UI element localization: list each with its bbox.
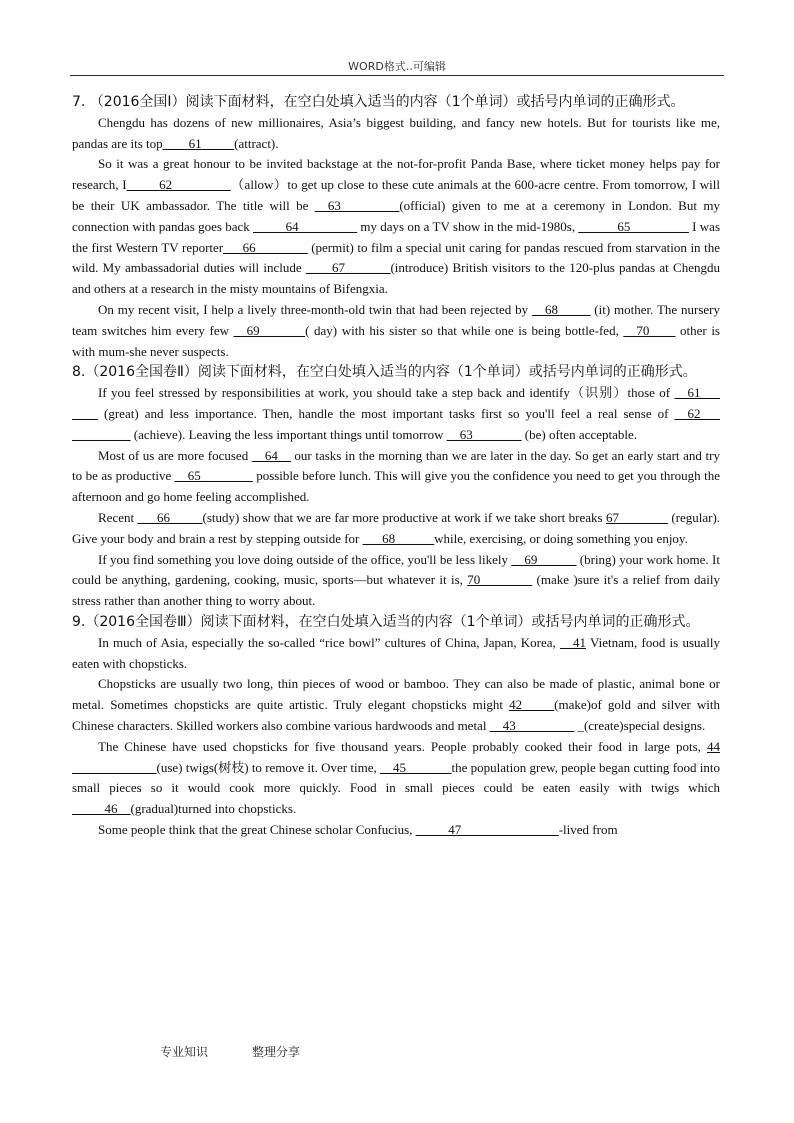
answer-blank: __69______ [511,551,577,567]
answer-blank: __68_____ [531,301,591,317]
answer-blank: __43_________ [489,717,575,733]
footer-left-text: 专业知识 [160,1045,209,1059]
answer-blank: _____46__ [72,801,131,817]
text-run: our tasks in the morning than we are later in the day. So get an early start and try to be as productive [72,447,720,484]
answer-blank: __62___ _________ [72,405,720,442]
text-run: （allow）to get up close to these cute animals at the 600-acre centre. From tomorrow, I will be their UK ambassador. The title will be [72,177,720,213]
text-run: (official) given to me at a ceremony in London. But my connection with pandas goes back [72,197,720,234]
text-run: On my recent visit, I help a lively three-month-old twin that had been rejected by [98,301,532,317]
answer-blank: __63___ ____ [446,426,522,442]
text-run: Vietnam, food is usually eaten with chopsticks. [72,634,720,671]
text-run: (make)of gold and silver with Chinese characters. Skilled workers also combine various hardwoods and metal [72,697,721,733]
answer-blank: ___66_____ [137,509,203,525]
answer-blank: 67 _______ [605,509,668,525]
answer-blank: ___68______ [362,530,435,546]
q7-paragraph-1 [72,113,720,155]
text-run: _(create)special designs. [574,717,706,733]
text-run: Most of us are more focused [98,447,252,463]
text-run: Some people think that the great Chinese scholar Confucius, [98,821,416,837]
question-9-title: 9.（2016全国卷Ⅲ）阅读下面材料，在空白处填入适当的内容（1个单词）或括号内单词的正确形式。 [72,613,700,630]
q7-paragraph-2 [72,154,720,300]
answer-blank: ____61_____ [162,135,235,151]
q8-paragraph-4 [72,550,720,612]
text-run: Recent [98,509,138,525]
text-run: In much of Asia, especially the so-called “rice bowl” cultures of China, Japan, Korea, [98,634,561,650]
text-run: (bring) your work home. It could be anything, gardening, cooking, music, sports—but whatever it is, [72,551,720,588]
text-run: (regular). Give your body and brain a rest by stepping outside for [72,509,721,546]
answer-blank: 44 _____________ [72,738,720,775]
answer-blank: _____62_________ [126,177,231,193]
header-rule [70,75,724,76]
answer-blank: __63_________ [314,197,400,213]
answer-blank: 70________ [467,572,533,588]
q8-paragraph-2 [72,446,720,508]
text-run: Chopsticks are usually two long, thin pieces of wood or bamboo. They can also be made of plastic, animal bone or metal. Sometimes chopsticks are quite artistic. Truly elegant chopsticks might [72,676,720,713]
answer-blank: ____67_______ [305,260,391,276]
answer-blank: _____64_________ [253,218,358,234]
text-run: (attract). [234,135,279,151]
text-run: possible before lunch. This will give you the confidence you need to get you through the afternoon and go home feeling accomplished. [72,468,721,505]
text-run: The Chinese have used chopsticks for five thousand years. People probably cooked their food in large pots, [98,738,707,754]
q9-paragraph-2 [72,674,720,736]
text-run: (great) and less importance. Then, handle the most important tasks first so you'll feel a real sense of [98,405,675,421]
text-run: (be) often acceptable. [521,426,637,442]
q8-paragraph-1 [72,383,720,445]
q9-paragraph-4 [72,820,720,841]
answer-blank: ___66________ [223,239,308,255]
q9-paragraph-3 [72,737,720,820]
answer-blank: __61___ ____ [72,385,720,421]
text-run: (study) show that we are far more productive at work if we take short breaks [202,509,606,525]
answer-blank: __69_______ [233,322,306,338]
q7-paragraph-3 [72,300,720,362]
text-run: (it) mother. The nursery team switches him every few [72,301,720,338]
answer-blank: ______65_________ [578,218,689,234]
answer-blank: __64__ [251,447,291,463]
q9-paragraph-1 [72,633,720,675]
text-run: (use) twigs(树枝) to remove it. Over time, [156,759,380,775]
text-run: my days on a TV show in the mid-1980s, [357,218,579,234]
text-run: the population grew, people began cutting food into small pieces so it would cook more quickly. Food in small pieces could be eaten easily with twigs which [72,759,720,796]
answer-blank: _____47_______________ [415,821,559,837]
footer-right-text: 整理分享 [252,1045,301,1059]
text-run: -lived from [558,821,618,837]
q8-paragraph-3 [72,508,720,550]
text-run: If you feel stressed by responsibilities at work, you should take a step back and identify（识别）those of [98,385,675,401]
text-run: Chengdu has dozens of new millionaires, Asia’s biggest building, and fancy new hotels. But for tourists like me, pandas are its top [72,114,720,151]
text-run: (permit) to film a special unit caring for pandas rescued from starvation in the wild. My ambassadorial duties will include [72,239,721,276]
answer-blank: __41 [560,634,587,650]
question-7-title: 7. （2016全国Ⅰ）阅读下面材料，在空白处填入适当的内容（1个单词）或括号内单词的正确形式。 [72,94,685,110]
answer-blank: __45_______ [380,759,452,775]
text-run: So it was a great honour to be invited backstage at the not-for-profit Panda Base, where ticket money helps pay for research, I [72,156,720,193]
text-run: If you find something you love doing outside of the office, you'll be less likely [98,551,512,567]
text-run: while, exercising, or doing something you enjoy. [434,530,688,546]
page-header: WORD格式..可编辑 [348,60,446,73]
answer-blank: __70____ [623,322,676,338]
text-run: (introduce) British visitors to the 120-plus pandas at Chengdu and others at a research in the misty mountains of Bifengxia. [72,260,720,297]
document-body [72,92,720,841]
answer-blank: 42 ____ [509,697,555,713]
text-run: I was the first Western TV reporter [72,218,721,255]
question-8-title: 8.（2016全国卷Ⅱ）阅读下面材料，在空白处填入适当的内容（1个单词）或括号内单词的正确形式。 [72,364,697,381]
text-run: (make )sure it's a relief from daily stress rather than another thing to worry about. [72,572,721,609]
text-run: ( day) with his sister so that while one is being bottle-fed, [305,322,624,338]
text-run: (achieve). Leaving the less important things until tomorrow [130,426,447,442]
answer-blank: __65________ [174,468,253,484]
text-run: other is with mum-she never suspects. [72,322,720,359]
text-run: (gradual)turned into chopsticks. [130,801,297,817]
